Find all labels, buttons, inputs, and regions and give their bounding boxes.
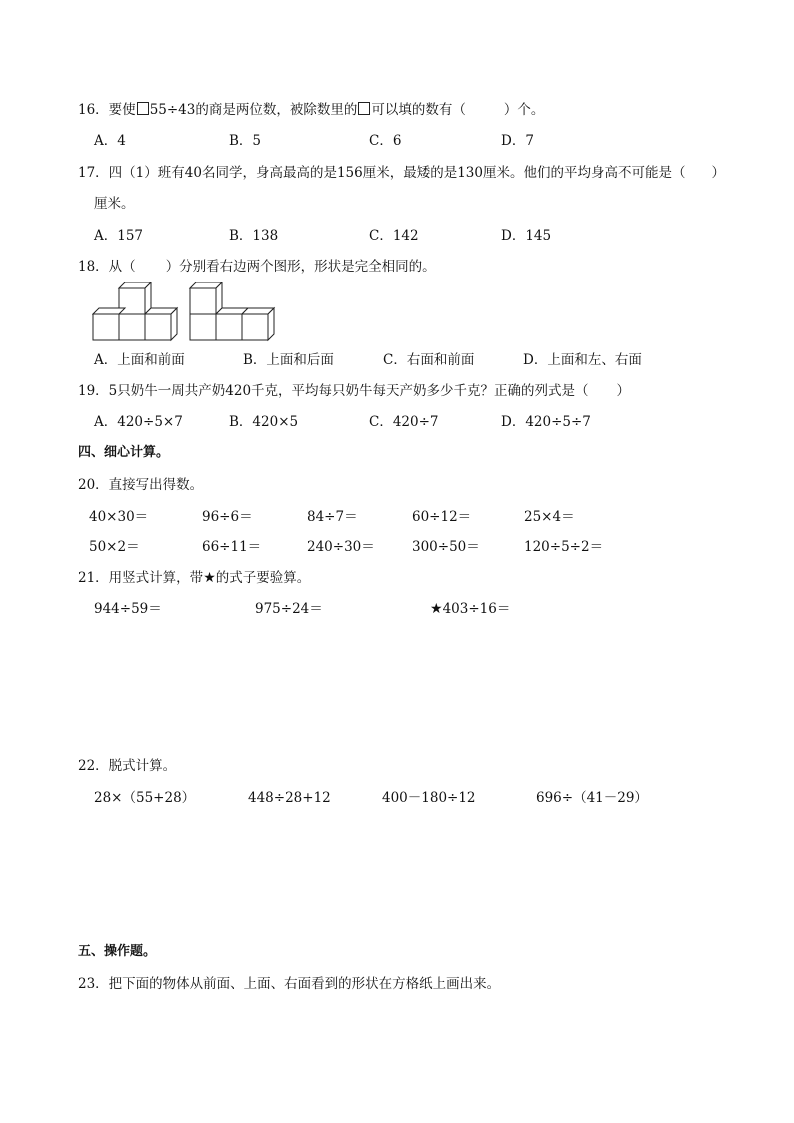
question-16 bbox=[78, 101, 544, 119]
q16-suffix: 55÷43的商是两位数，被除数里的 bbox=[149, 102, 358, 118]
q21-item3 bbox=[430, 600, 510, 618]
question-22-title: 22．脱式计算。 bbox=[78, 758, 177, 774]
q20-row2-item2: 66÷11＝ bbox=[202, 539, 262, 555]
q20-row2-item1: 50×2＝ bbox=[89, 539, 140, 555]
q16-option-b: B．5 bbox=[229, 133, 262, 149]
q18-suffix: ）分别看右边两个图形，形状是完全相同的。 bbox=[165, 259, 436, 275]
q17-option-c: C．142 bbox=[369, 228, 419, 244]
q19-option-d: D．420÷5÷7 bbox=[501, 414, 591, 430]
blank-box-icon bbox=[358, 102, 370, 115]
q18-option-c: C．右面和前面 bbox=[383, 352, 475, 368]
q16-option-d: D．7 bbox=[501, 133, 534, 149]
q18-prefix: 18．从（ bbox=[78, 259, 136, 275]
star-icon: ★ bbox=[430, 601, 443, 617]
question-21-title bbox=[78, 569, 310, 587]
star-icon: ★ bbox=[203, 570, 216, 586]
q20-row1-item4: 60÷12＝ bbox=[412, 509, 472, 525]
q22-item2: 448÷28+12 bbox=[248, 790, 331, 806]
q21-item2: 975÷24＝ bbox=[255, 601, 323, 617]
question-23-title: 23．把下面的物体从前面、上面、右面看到的形状在方格纸上画出来。 bbox=[78, 976, 501, 992]
q16-option-a: A．4 bbox=[94, 133, 126, 149]
question-20-title: 20．直接写出得数。 bbox=[78, 477, 204, 493]
q17-option-a: A．157 bbox=[94, 228, 144, 244]
q16-option-c: C．6 bbox=[369, 133, 402, 149]
q20-row2-item4: 300÷50＝ bbox=[412, 539, 480, 555]
q20-row1-item3: 84÷7＝ bbox=[307, 509, 358, 525]
section-4-title: 四、细心计算。 bbox=[78, 445, 170, 460]
q20-row1-item5: 25×4＝ bbox=[524, 509, 575, 525]
section-5-title: 五、操作题。 bbox=[78, 944, 157, 959]
q22-item4: 696÷（41－29） bbox=[536, 790, 648, 806]
q19-option-c: C．420÷7 bbox=[369, 414, 439, 430]
q21-item3-text: 403÷16＝ bbox=[442, 601, 511, 617]
q16-prefix: 16．要使 bbox=[78, 102, 136, 118]
q18-option-d: D．上面和左、右面 bbox=[523, 352, 642, 368]
q17-option-d: D．145 bbox=[501, 228, 552, 244]
q21-title-b: 的式子要验算。 bbox=[215, 570, 311, 586]
q16-suffix3: ）个。 bbox=[503, 102, 545, 118]
question-19 bbox=[78, 382, 630, 400]
q20-row1-item2: 96÷6＝ bbox=[202, 509, 253, 525]
q16-suffix2: 可以填的数有（ bbox=[371, 102, 466, 118]
cube-figure-2 bbox=[188, 282, 280, 344]
q19-text: 19．5只奶牛一周共产奶420千克，平均每只奶牛每天产奶多少千克？正确的列式是（ bbox=[78, 383, 589, 399]
q17-option-b: B．138 bbox=[229, 228, 279, 244]
q19-option-b: B．420×5 bbox=[229, 414, 299, 430]
q20-row1-item1: 40×30＝ bbox=[89, 509, 149, 525]
q18-option-a: A．上面和前面 bbox=[94, 352, 185, 368]
question-17-line1 bbox=[78, 164, 725, 182]
question-17-line2: 厘米。 bbox=[94, 196, 135, 212]
q18-option-b: B．上面和后面 bbox=[243, 352, 334, 368]
q22-item1: 28×（55+28） bbox=[94, 790, 196, 806]
q20-row2-item5: 120÷5÷2＝ bbox=[524, 539, 604, 555]
question-18 bbox=[78, 258, 436, 276]
q17-text: 17．四（1）班有40名同学，身高最高的是156厘米，最矮的是130厘米。他们的平均身高不可能是（ bbox=[78, 165, 686, 181]
q21-title-a: 21．用竖式计算，带 bbox=[78, 570, 204, 586]
blank-box-icon bbox=[137, 102, 149, 115]
q20-row2-item3: 240÷30＝ bbox=[307, 539, 375, 555]
q17-text-end: ） bbox=[711, 165, 725, 181]
cube-figure-1 bbox=[92, 282, 180, 344]
q19-text-end: ） bbox=[616, 383, 631, 399]
q19-option-a: A．420÷5×7 bbox=[94, 414, 183, 430]
q22-item3: 400－180÷12 bbox=[382, 790, 476, 806]
q21-item1: 944÷59＝ bbox=[94, 601, 162, 617]
